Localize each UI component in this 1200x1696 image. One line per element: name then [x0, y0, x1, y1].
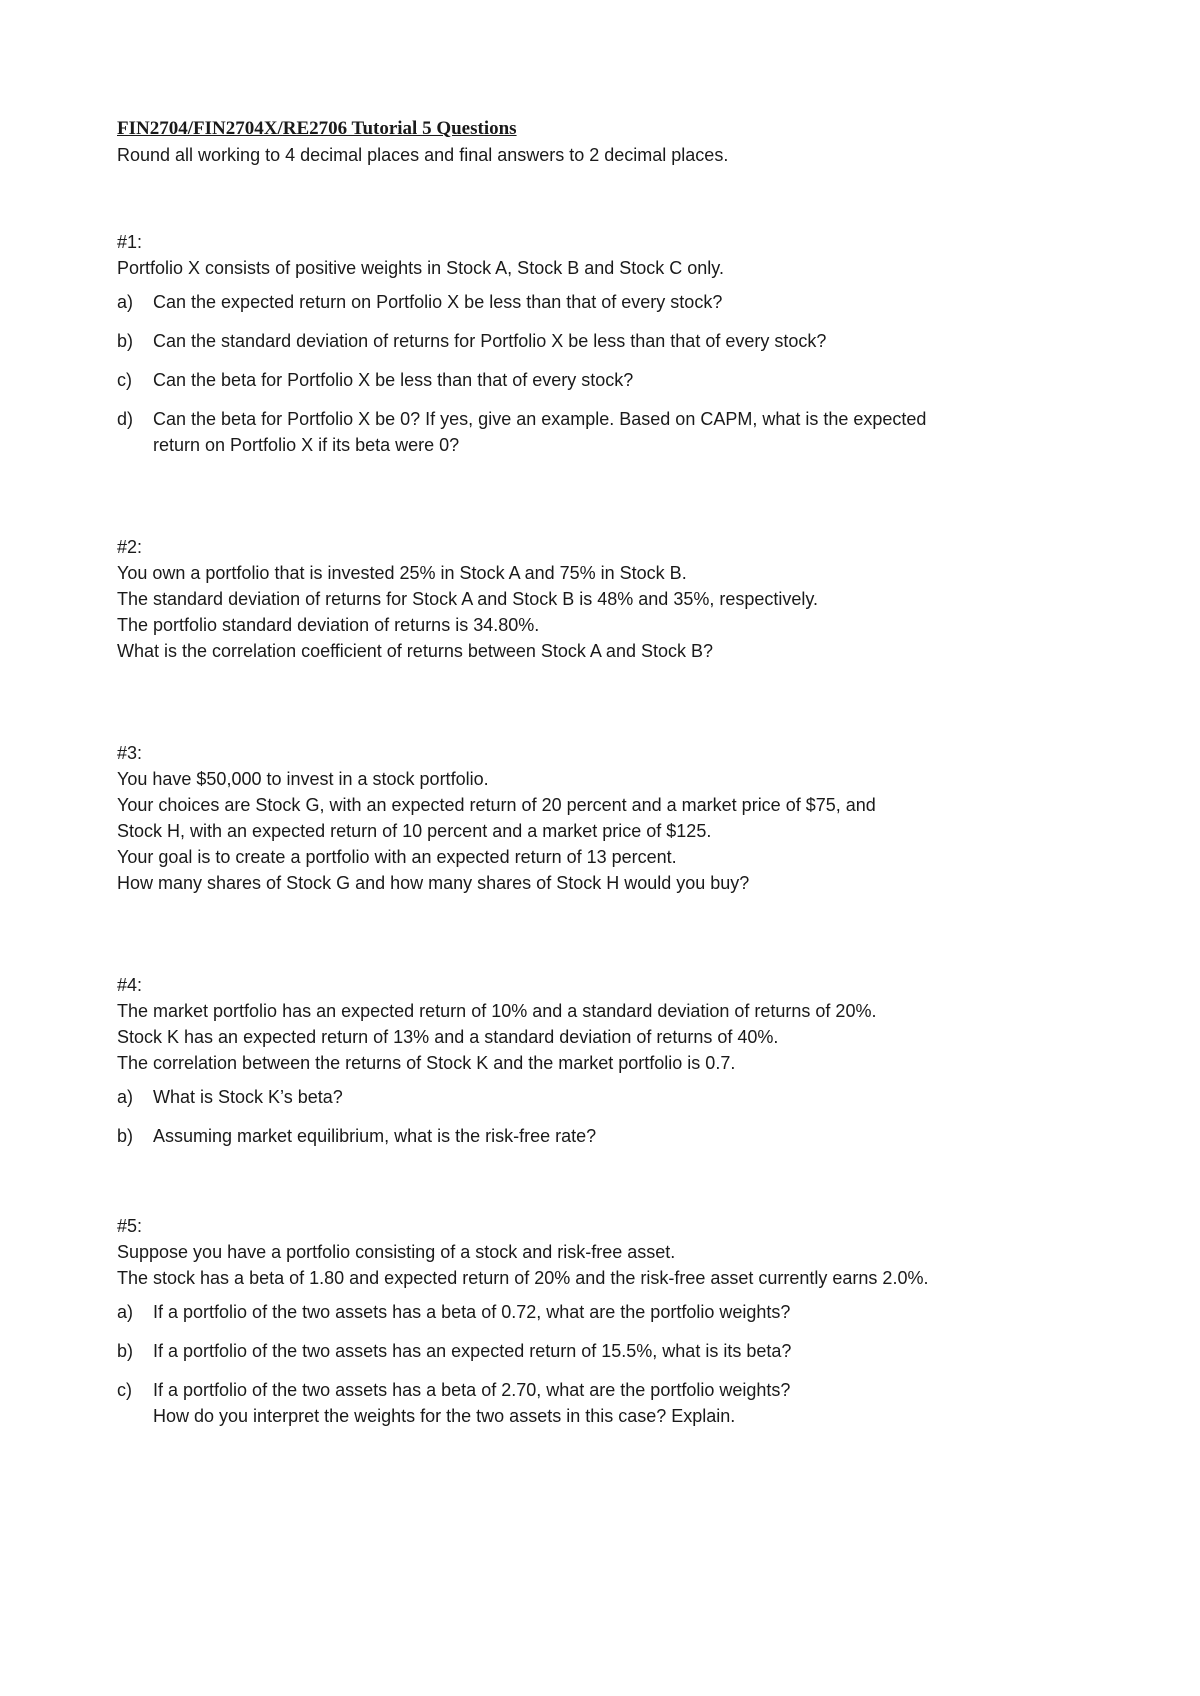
part-label: a) [117, 1087, 134, 1107]
part-text [153, 1084, 1097, 1110]
part-text-line: What is Stock K’s beta? [153, 1087, 343, 1107]
question-part [117, 289, 1097, 315]
question-3 [117, 740, 1097, 896]
part-label: a) [117, 1302, 134, 1322]
question-stem-line: Stock K has an expected return of 13% and a standard deviation of returns of 40%. [117, 1027, 779, 1047]
document-title: FIN2704/FIN2704X/RE2706 Tutorial 5 Questions [117, 118, 517, 139]
question-stem-line: Your goal is to create a portfolio with an expected return of 13 percent. [117, 847, 677, 867]
part-text-line: return on Portfolio X if its beta were 0? [153, 435, 460, 455]
part-label: b) [117, 1126, 134, 1146]
questions-list [117, 229, 1097, 1429]
question-stem-line: The portfolio standard deviation of returns is 34.80%. [117, 615, 540, 635]
question-stem-line: The standard deviation of returns for Stock A and Stock B is 48% and 35%, respectively. [117, 589, 819, 609]
document-page [117, 116, 1097, 1442]
part-label: a) [117, 292, 134, 312]
part-label: c) [117, 1380, 132, 1400]
question-stem-line: Portfolio X consists of positive weights in Stock A, Stock B and Stock C only. [117, 258, 724, 278]
part-text [153, 367, 1097, 393]
part-label: c) [117, 370, 132, 390]
part-label: b) [117, 1341, 134, 1361]
part-text-line: How do you interpret the weights for the two assets in this case? Explain. [153, 1406, 736, 1426]
part-text [153, 1338, 1097, 1364]
question-5 [117, 1213, 1097, 1429]
question-stem-line: The correlation between the returns of Stock K and the market portfolio is 0.7. [117, 1053, 736, 1073]
part-text-line: If a portfolio of the two assets has a beta of 0.72, what are the portfolio weights? [153, 1302, 791, 1322]
question-stem-line: Suppose you have a portfolio consisting of a stock and risk-free asset. [117, 1242, 676, 1262]
question-number: #4: [117, 975, 143, 995]
question-stem-line: You have $50,000 to invest in a stock portfolio. [117, 769, 489, 789]
part-text [153, 1377, 1097, 1429]
part-text [153, 1123, 1097, 1149]
question-part [117, 328, 1097, 354]
rounding-instructions: Round all working to 4 decimal places and final answers to 2 decimal places. [117, 145, 729, 165]
part-text-line: Can the beta for Portfolio X be 0? If yes, give an example. Based on CAPM, what is the expected [153, 409, 927, 429]
question-part [117, 406, 1097, 458]
question-stem-line: The market portfolio has an expected return of 10% and a standard deviation of returns of 20%. [117, 1001, 877, 1021]
part-text [153, 1299, 1097, 1325]
part-text [153, 289, 1097, 315]
part-label: b) [117, 331, 134, 351]
question-number: #2: [117, 537, 143, 557]
question-part [117, 367, 1097, 393]
question-stem-line: Stock H, with an expected return of 10 percent and a market price of $125. [117, 821, 712, 841]
part-text-line: Can the beta for Portfolio X be less than that of every stock? [153, 370, 634, 390]
part-text-line: If a portfolio of the two assets has a beta of 2.70, what are the portfolio weights? [153, 1380, 791, 1400]
question-number: #5: [117, 1216, 143, 1236]
question-stem-line: The stock has a beta of 1.80 and expected return of 20% and the risk-free asset currently earns 2.0%. [117, 1268, 929, 1288]
part-text-line: Can the expected return on Portfolio X be less than that of every stock? [153, 292, 723, 312]
question-part [117, 1299, 1097, 1325]
question-number: #3: [117, 743, 143, 763]
question-2 [117, 534, 1097, 664]
part-text-line: Can the standard deviation of returns for Portfolio X be less than that of every stock? [153, 331, 827, 351]
question-parts-list [117, 1299, 1097, 1429]
question-parts-list [117, 289, 1097, 458]
question-stem-line: How many shares of Stock G and how many shares of Stock H would you buy? [117, 873, 750, 893]
question-parts-list [117, 1084, 1097, 1149]
question-part [117, 1338, 1097, 1364]
part-text [153, 406, 1097, 458]
question-part [117, 1377, 1097, 1429]
part-text [153, 328, 1097, 354]
part-label: d) [117, 409, 134, 429]
question-4 [117, 972, 1097, 1149]
question-number: #1: [117, 232, 143, 252]
question-stem-line: Your choices are Stock G, with an expected return of 20 percent and a market price of $75, and [117, 795, 876, 815]
part-text-line: Assuming market equilibrium, what is the risk-free rate? [153, 1126, 597, 1146]
question-part [117, 1123, 1097, 1149]
question-part [117, 1084, 1097, 1110]
question-1 [117, 229, 1097, 458]
part-text-line: If a portfolio of the two assets has an expected return of 15.5%, what is its beta? [153, 1341, 792, 1361]
question-stem-line: You own a portfolio that is invested 25% in Stock A and 75% in Stock B. [117, 563, 687, 583]
question-stem-line: What is the correlation coefficient of returns between Stock A and Stock B? [117, 641, 713, 661]
